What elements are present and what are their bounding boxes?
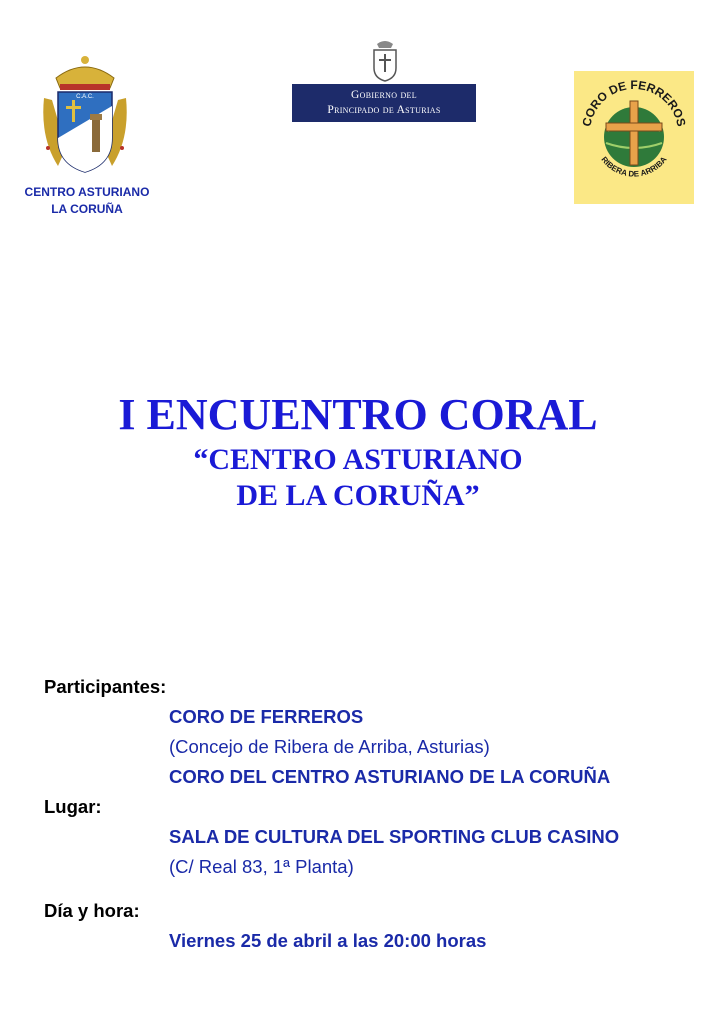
caption-line-1: CENTRO ASTURIANO [24,185,150,199]
participant-1-note: (Concejo de Ribera de Arriba, Asturias) [169,736,490,757]
participants-label: Participantes: [44,676,167,697]
centro-asturiano-crest-logo [38,48,132,178]
title-sub-line-1: “CENTRO ASTURIANO [193,443,523,476]
place-note: (C/ Real 83, 1ª Planta) [169,856,354,877]
gov-line-1: Gobierno del [351,89,417,101]
asturias-shield-icon [371,38,399,82]
datetime-value: Viernes 25 de abril a las 20:00 horas [169,930,487,951]
caption-line-2: LA CORUÑA [51,202,123,216]
crest-initials: C.A.C. [76,94,94,100]
coro-de-ferreros-logo [574,71,694,204]
gobierno-asturias-logo [292,38,476,124]
datetime-label: Día y hora: [44,900,140,921]
place-value: SALA DE CULTURA DEL SPORTING CLUB CASINO [169,826,620,847]
gov-line-2: Principado de Asturias [327,104,441,116]
participant-1: CORO DE FERREROS [169,706,364,727]
title-main: I ENCUENTRO CORAL [118,390,598,439]
place-label: Lugar: [44,796,102,817]
gobierno-band [292,84,476,122]
participant-2: CORO DEL CENTRO ASTURIANO DE LA CORUÑA [169,766,611,787]
coro-top-text: CORO DE FERREROS [579,78,689,128]
title-sub-line-2: DE LA CORUÑA” [236,479,480,512]
centro-asturiano-caption [18,184,156,218]
event-details [44,672,684,956]
coro-bottom-text: RIBERA DE ARRIBA [599,154,669,179]
event-title [0,388,716,514]
